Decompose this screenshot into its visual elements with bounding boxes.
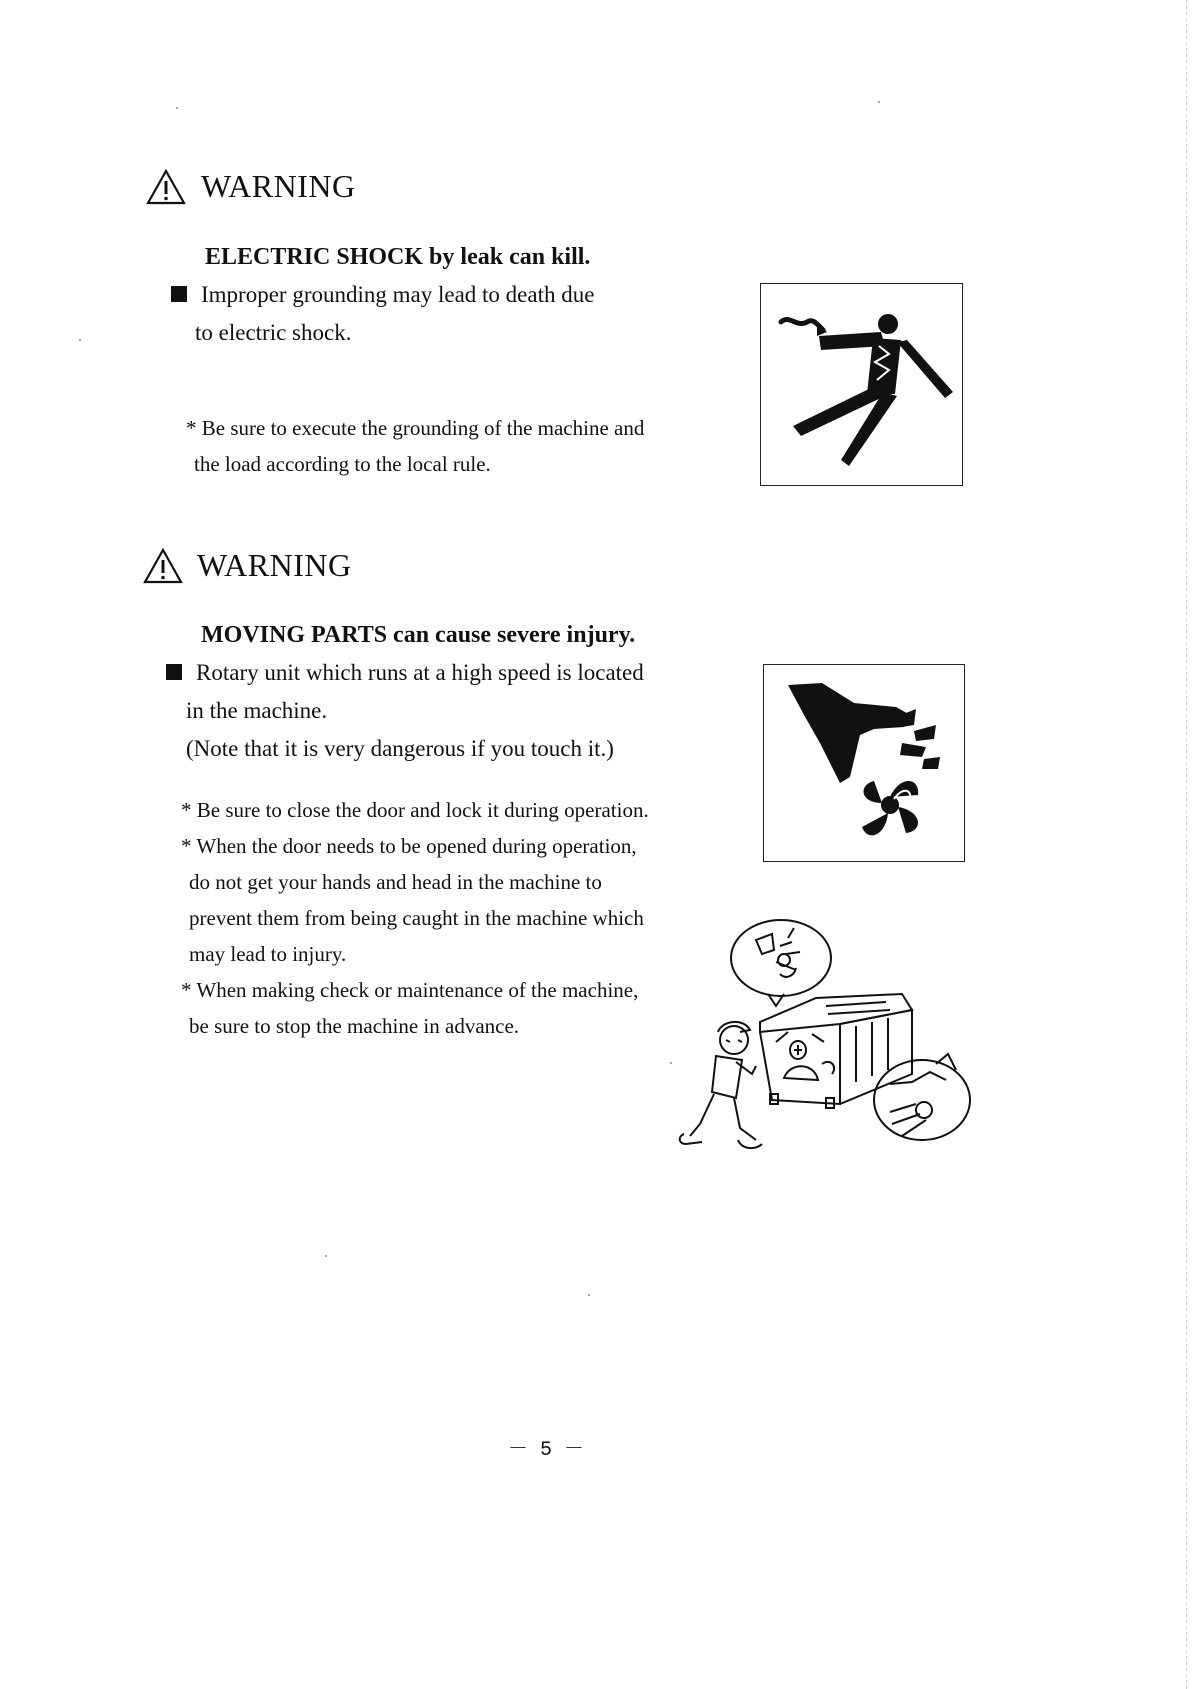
- machine-cartoon-illustration: [676, 914, 976, 1154]
- scan-speck: [878, 101, 880, 103]
- hazard-title: MOVING PARTS can cause severe injury.: [201, 622, 636, 648]
- warning-heading: WARNING: [201, 168, 356, 204]
- hand-rotor-icon: [764, 665, 964, 861]
- safety-notes: * Be sure to close the door and lock it during operation. * When the door needs to be opened during operation, do not get your hands and head in the machine to prevent them from being caught in the machine which may lead to injury. * When making check or maintenance of the machine, be sure to stop the machine in advance.: [181, 798, 649, 1038]
- warning-triangle-icon: [146, 168, 186, 206]
- electric-shock-icon: [761, 284, 962, 485]
- safety-note: * Be sure to execute the grounding of the machine and the load according to the local rule.: [186, 416, 645, 476]
- bullet-square-icon: [171, 286, 187, 302]
- moving-parts-pictogram: [763, 664, 965, 862]
- bullet-square-icon: [166, 664, 182, 680]
- electric-shock-pictogram: [760, 283, 963, 486]
- scan-speck: [79, 339, 81, 341]
- scan-speck: [670, 1062, 672, 1064]
- page-number: － 5 －: [507, 1439, 584, 1462]
- scan-edge: [1186, 0, 1187, 1689]
- cartoon-worker-machine-icon: [676, 914, 976, 1154]
- hazard-title: ELECTRIC SHOCK by leak can kill.: [205, 244, 591, 270]
- scan-speck: [588, 1294, 590, 1296]
- scan-speck: [325, 1255, 327, 1257]
- hazard-description: Improper grounding may lead to death due to electric shock.: [171, 276, 651, 352]
- hazard-description: Rotary unit which runs at a high speed is located in the machine. (Note that it is very dangerous if you touch it.): [166, 654, 706, 768]
- scan-speck: [176, 107, 178, 109]
- warning-heading: WARNING: [197, 547, 352, 583]
- warning-triangle-icon: [143, 547, 183, 585]
